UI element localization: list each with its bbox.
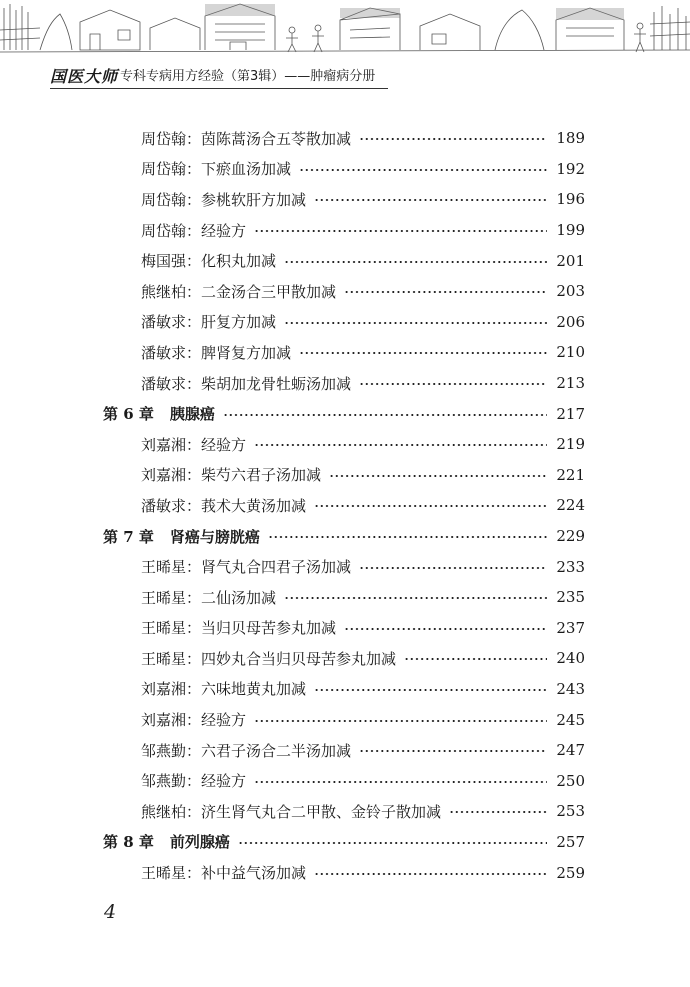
- entry-title: 当归贝母苦参丸加减: [201, 619, 337, 638]
- entry-title: 莪术大黄汤加减: [201, 496, 307, 515]
- entry-author: 潘敏求：: [141, 496, 202, 515]
- toc-entry-row[interactable]: [103, 215, 585, 246]
- entry-page-number: 217: [556, 404, 585, 423]
- entry-title: 六味地黄丸加减: [201, 680, 307, 699]
- series-title: 国医大师: [50, 67, 119, 86]
- entry-page-number: 201: [556, 251, 585, 270]
- toc-chapter-row[interactable]: [103, 521, 585, 552]
- entry-author: 王晞星：: [141, 864, 202, 883]
- entry-title: 二仙汤加减: [201, 588, 277, 607]
- entry-title: 化积丸加减: [201, 252, 277, 271]
- dot-leader: [314, 198, 547, 202]
- entry-page-number: 206: [556, 312, 585, 331]
- dot-leader: [268, 535, 547, 539]
- entry-page-number: 237: [556, 618, 585, 637]
- header-illustration: [0, 0, 690, 62]
- dot-leader: [284, 321, 547, 325]
- running-header: [50, 62, 388, 89]
- entry-title: 经验方: [201, 435, 247, 454]
- entry-page-number: 253: [556, 802, 585, 821]
- entry-author: 王晞星：: [141, 649, 202, 668]
- toc-entry-row[interactable]: [103, 674, 585, 705]
- entry-page-number: 240: [556, 649, 585, 668]
- toc-entry-row[interactable]: [103, 613, 585, 644]
- toc-entry-row[interactable]: [103, 368, 585, 399]
- dot-leader: [359, 382, 547, 386]
- entry-title: 茵陈蒿汤合五苓散加减: [201, 129, 352, 148]
- dot-leader: [329, 474, 547, 478]
- entry-page-number: 196: [556, 190, 585, 209]
- dot-leader: [359, 566, 547, 570]
- entry-page-number: 192: [556, 159, 585, 178]
- dot-leader: [404, 657, 547, 661]
- toc-entry-row[interactable]: [103, 184, 585, 215]
- toc-entry-row[interactable]: [103, 857, 585, 888]
- toc-entry-row[interactable]: [103, 735, 585, 766]
- entry-page-number: 221: [556, 465, 585, 484]
- toc-entry-row[interactable]: [103, 337, 585, 368]
- entry-author: 周岱翰：: [141, 129, 202, 148]
- entry-title: 参桃软肝方加减: [201, 190, 307, 209]
- dot-leader: [254, 443, 547, 447]
- table-of-contents: [103, 123, 585, 888]
- entry-page-number: 219: [556, 435, 585, 454]
- entry-title: 脾肾复方加减: [201, 343, 292, 362]
- entry-title: 六君子汤合二半汤加减: [201, 741, 352, 760]
- dot-leader: [254, 780, 547, 784]
- entry-author: 梅国强：: [141, 252, 202, 271]
- entry-page-number: 245: [556, 710, 585, 729]
- dot-leader: [314, 872, 547, 876]
- dot-leader: [344, 627, 547, 631]
- toc-entry-row[interactable]: [103, 796, 585, 827]
- entry-author: 王晞星：: [141, 588, 202, 607]
- entry-page-number: 235: [556, 588, 585, 607]
- entry-author: 王晞星：: [141, 619, 202, 638]
- dot-leader: [299, 351, 547, 355]
- entry-page-number: 199: [556, 221, 585, 240]
- entry-author: 熊继柏：: [141, 282, 202, 301]
- toc-entry-row[interactable]: [103, 704, 585, 735]
- toc-entry-row[interactable]: [103, 582, 585, 613]
- entry-author: 周岱翰：: [141, 160, 202, 179]
- dot-leader: [223, 413, 547, 417]
- entry-author: 潘敏求：: [141, 374, 202, 393]
- entry-author: 刘嘉湘：: [141, 435, 202, 454]
- toc-entry-row[interactable]: [103, 460, 585, 491]
- entry-author: 王晞星：: [141, 558, 202, 577]
- dot-leader: [299, 168, 547, 172]
- entry-title: 经验方: [201, 221, 247, 240]
- dot-leader: [254, 719, 547, 723]
- entry-page-number: 203: [556, 282, 585, 301]
- book-subtitle: 专科专病用方经验（第3辑）——肿瘤病分册: [120, 69, 376, 84]
- toc-entry-row[interactable]: [103, 307, 585, 338]
- page-number: 4: [104, 901, 117, 923]
- chapter-number: 第 8 章: [103, 833, 154, 852]
- dot-leader: [314, 504, 547, 508]
- entry-title: 补中益气汤加减: [201, 864, 307, 883]
- dot-leader: [359, 749, 547, 753]
- chapter-title: 肾癌与膀胱癌: [169, 527, 260, 546]
- dot-leader: [284, 596, 547, 600]
- entry-title: 经验方: [201, 772, 247, 791]
- toc-entry-row[interactable]: [103, 643, 585, 674]
- chapter-number: 第 7 章: [103, 527, 154, 546]
- dot-leader: [254, 229, 547, 233]
- entry-author: 潘敏求：: [141, 313, 202, 332]
- toc-chapter-row[interactable]: [103, 827, 585, 858]
- toc-chapter-row[interactable]: [103, 398, 585, 429]
- entry-page-number: 189: [556, 129, 585, 148]
- toc-entry-row[interactable]: [103, 490, 585, 521]
- entry-title: 经验方: [201, 711, 247, 730]
- entry-page-number: 247: [556, 741, 585, 760]
- toc-entry-row[interactable]: [103, 551, 585, 582]
- entry-title: 柴胡加龙骨牡蛎汤加减: [201, 374, 352, 393]
- entry-page-number: 229: [556, 527, 585, 546]
- entry-page-number: 250: [556, 771, 585, 790]
- entry-title: 肝复方加减: [201, 313, 277, 332]
- toc-entry-row[interactable]: [103, 154, 585, 185]
- entry-page-number: 243: [556, 679, 585, 698]
- entry-page-number: 224: [556, 496, 585, 515]
- toc-entry-row[interactable]: [103, 245, 585, 276]
- dot-leader: [314, 688, 547, 692]
- entry-author: 刘嘉湘：: [141, 466, 202, 485]
- entry-author: 刘嘉湘：: [141, 711, 202, 730]
- entry-author: 周岱翰：: [141, 221, 202, 240]
- chapter-title: 胰腺癌: [169, 405, 215, 424]
- entry-title: 二金汤合三甲散加减: [201, 282, 337, 301]
- dot-leader: [449, 810, 547, 814]
- toc-entry-row[interactable]: [103, 429, 585, 460]
- entry-page-number: 210: [556, 343, 585, 362]
- chapter-number: 第 6 章: [103, 405, 154, 424]
- toc-entry-row[interactable]: [103, 276, 585, 307]
- toc-entry-row[interactable]: [103, 123, 585, 154]
- entry-page-number: 233: [556, 557, 585, 576]
- dot-leader: [359, 137, 547, 141]
- entry-title: 四妙丸合当归贝母苦参丸加减: [201, 649, 397, 668]
- chapter-title: 前列腺癌: [169, 833, 230, 852]
- entry-page-number: 257: [556, 832, 585, 851]
- entry-author: 刘嘉湘：: [141, 680, 202, 699]
- entry-author: 周岱翰：: [141, 190, 202, 209]
- entry-title: 济生肾气丸合二甲散、金铃子散加减: [201, 802, 442, 821]
- dot-leader: [344, 290, 547, 294]
- dot-leader: [284, 260, 547, 264]
- entry-title: 柴芍六君子汤加减: [201, 466, 322, 485]
- entry-author: 邹燕勤：: [141, 741, 202, 760]
- village-sketch-image: [0, 0, 690, 62]
- entry-page-number: 259: [556, 863, 585, 882]
- entry-page-number: 213: [556, 374, 585, 393]
- entry-title: 下瘀血汤加减: [201, 160, 292, 179]
- entry-author: 熊继柏：: [141, 802, 202, 821]
- entry-title: 肾气丸合四君子汤加减: [201, 558, 352, 577]
- toc-entry-row[interactable]: [103, 765, 585, 796]
- entry-author: 潘敏求：: [141, 343, 202, 362]
- dot-leader: [238, 841, 547, 845]
- entry-author: 邹燕勤：: [141, 772, 202, 791]
